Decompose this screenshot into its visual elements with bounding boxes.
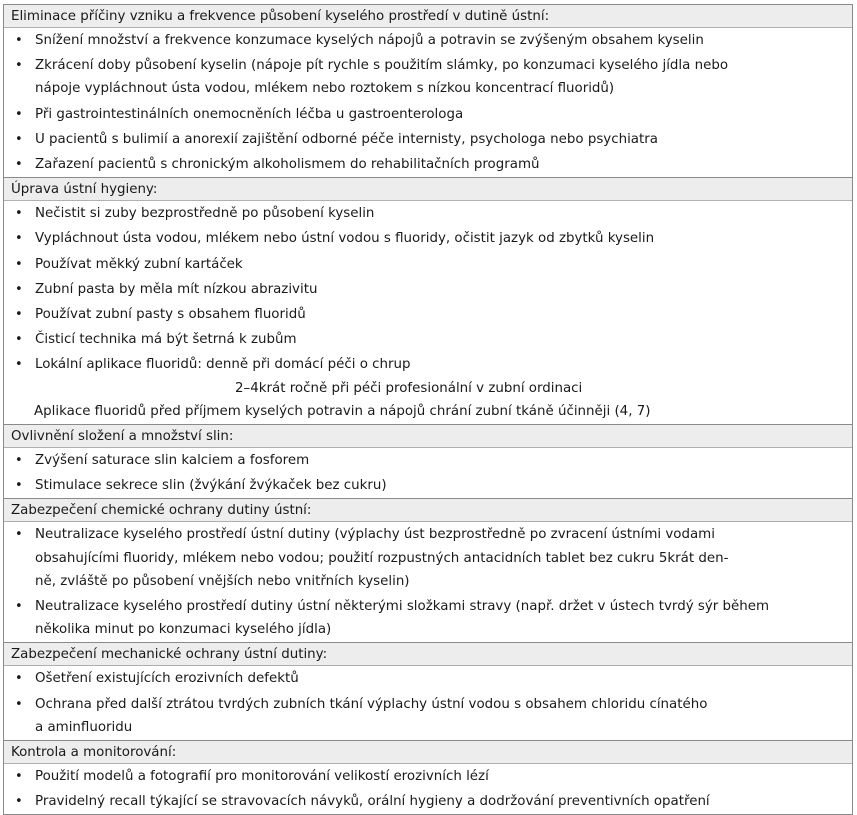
list-item [4, 201, 852, 226]
bullet-icon: • [15, 106, 23, 122]
list-item [4, 226, 852, 251]
bullet-icon: • [15, 307, 23, 323]
item-text: Zubní pasta by měla mít nízkou abrazivitu [35, 281, 318, 297]
item-text: Neutralizace kyselého prostředí dutiny ústní některými složkami stravy (např. držet v ústech tvrdý sýr během [35, 599, 770, 615]
list-item [4, 352, 852, 424]
item-text: Zvýšení saturace slin kalciem a fosforem [35, 453, 310, 469]
item-text: Zkrácení doby působení kyselin (nápoje pít rychle s použitím slámky, po konzumaci kyselého jídla nebo [35, 58, 729, 74]
list-item [4, 764, 852, 789]
item-text: Používat měkký zubní kartáček [35, 256, 243, 272]
section-monitoring [4, 740, 852, 814]
item-text: Při gastrointestinálních onemocněních léčba u gastroenterologa [35, 106, 464, 122]
item-text: U pacientů s bulimií a anorexií zajištění odborné péče internisty, psychologa nebo psychiatra [35, 131, 658, 147]
bullet-icon: • [15, 696, 23, 712]
bullet-icon: • [15, 769, 23, 785]
list-item [4, 152, 852, 177]
section-saliva [4, 424, 852, 498]
bullet-icon: • [15, 231, 23, 247]
section-chemical-protection [4, 498, 852, 642]
list-item [4, 277, 852, 302]
section-elimination [4, 5, 852, 177]
bullet-icon: • [15, 671, 23, 687]
bullet-icon: • [15, 33, 23, 48]
list-item [4, 53, 852, 101]
bullet-icon: • [15, 332, 23, 348]
item-text: několika minut po konzumaci kyselého jídla) [35, 622, 332, 638]
bullet-icon: • [15, 281, 23, 297]
section-heading: Ovlivnění složení a množství slin: [4, 425, 852, 448]
section-heading: Úprava ústní hygieny: [4, 178, 852, 201]
bullet-icon: • [15, 256, 23, 272]
bullet-icon: • [15, 527, 23, 543]
item-text: Neutralizace kyselého prostředí ústní dutiny (výplachy úst bezprostředně po zvracení ústními vodami [35, 527, 715, 543]
item-text: Vypláchnout ústa vodou, mlékem nebo ústní vodou s fluoridy, očistit jazyk od zbytků kyselin [35, 231, 655, 247]
fluoride-professional-text: 2–4krát ročně při péči profesionální v zubní ordinaci [235, 380, 583, 396]
list-item [4, 666, 852, 691]
section-heading: Zabezpečení mechanické ochrany ústní dutiny: [4, 643, 852, 666]
item-text: a aminfluoridu [35, 719, 133, 735]
bullet-icon: • [15, 157, 23, 173]
item-text: Čisticí technika má být šetrná k zubům [35, 332, 297, 348]
list-item [4, 28, 852, 53]
item-text: Snížení množství a frekvence konzumace kyselých nápojů a potravin se zvýšeným obsahem kyselin [35, 33, 704, 48]
list-item [4, 692, 852, 740]
section-heading: Eliminace příčiny vzniku a frekvence působení kyselého prostředí v dutině ústní: [4, 5, 852, 28]
item-text: ně, zvláště po působení vnějších nebo vnitřních kyselin) [35, 573, 410, 589]
bullet-icon: • [15, 357, 23, 373]
list-item [4, 302, 852, 327]
bullet-icon: • [15, 794, 23, 810]
item-text: Zařazení pacientů s chronickým alkoholismem do rehabilitačních programů [35, 157, 540, 173]
list-item [4, 448, 852, 473]
item-text: Pravidelný recall týkající se stravovacích návyků, orální hygieny a dodržování preventivních opatření [35, 794, 710, 810]
list-item [4, 252, 852, 277]
item-text: nápoje vypláchnout ústa vodou, mlékem nebo roztokem s nízkou koncentrací fluoridů) [35, 81, 615, 97]
list-item [4, 327, 852, 352]
item-text: Ochrana před další ztrátou tvrdých zubních tkání výplachy ústní vodou s obsahem chloridu cínatého [35, 696, 708, 712]
list-item [4, 594, 852, 642]
section-heading: Zabezpečení chemické ochrany dutiny ústní: [4, 499, 852, 522]
list-item [4, 522, 852, 594]
bullet-icon: • [15, 478, 23, 494]
prevention-table [3, 4, 853, 815]
section-mechanical-protection [4, 642, 852, 740]
bullet-icon: • [15, 599, 23, 615]
item-text: obsahujícími fluoridy, mlékem nebo vodou; použití rozpustných antacidních tablet bez cukru 5krát den- [35, 550, 729, 566]
list-item [4, 102, 852, 127]
section-heading: Kontrola a monitorování: [4, 741, 852, 764]
item-text: Lokální aplikace fluoridů: denně při domácí péči o chrup [35, 357, 411, 373]
fluoride-note: Aplikace fluoridů před příjmem kyselých potravin a nápojů chrání zubní tkáně účinněji (4, 7) [34, 403, 651, 419]
bullet-icon: • [15, 131, 23, 147]
bullet-icon: • [15, 58, 23, 74]
list-item [4, 127, 852, 152]
list-item [4, 789, 852, 814]
item-text: Stimulace sekrece slin (žvýkání žvýkaček bez cukru) [35, 478, 387, 494]
item-text: Ošetření existujících erozivních defektů [35, 671, 299, 687]
list-item [4, 473, 852, 498]
item-text: Nečistit si zuby bezprostředně po působení kyselin [35, 206, 375, 222]
item-text: Používat zubní pasty s obsahem fluoridů [35, 307, 306, 323]
item-text: Použití modelů a fotografií pro monitorování velikostí erozivních lézí [35, 769, 489, 785]
section-oral-hygiene [4, 177, 852, 424]
bullet-icon: • [15, 453, 23, 469]
bullet-icon: • [15, 206, 23, 222]
